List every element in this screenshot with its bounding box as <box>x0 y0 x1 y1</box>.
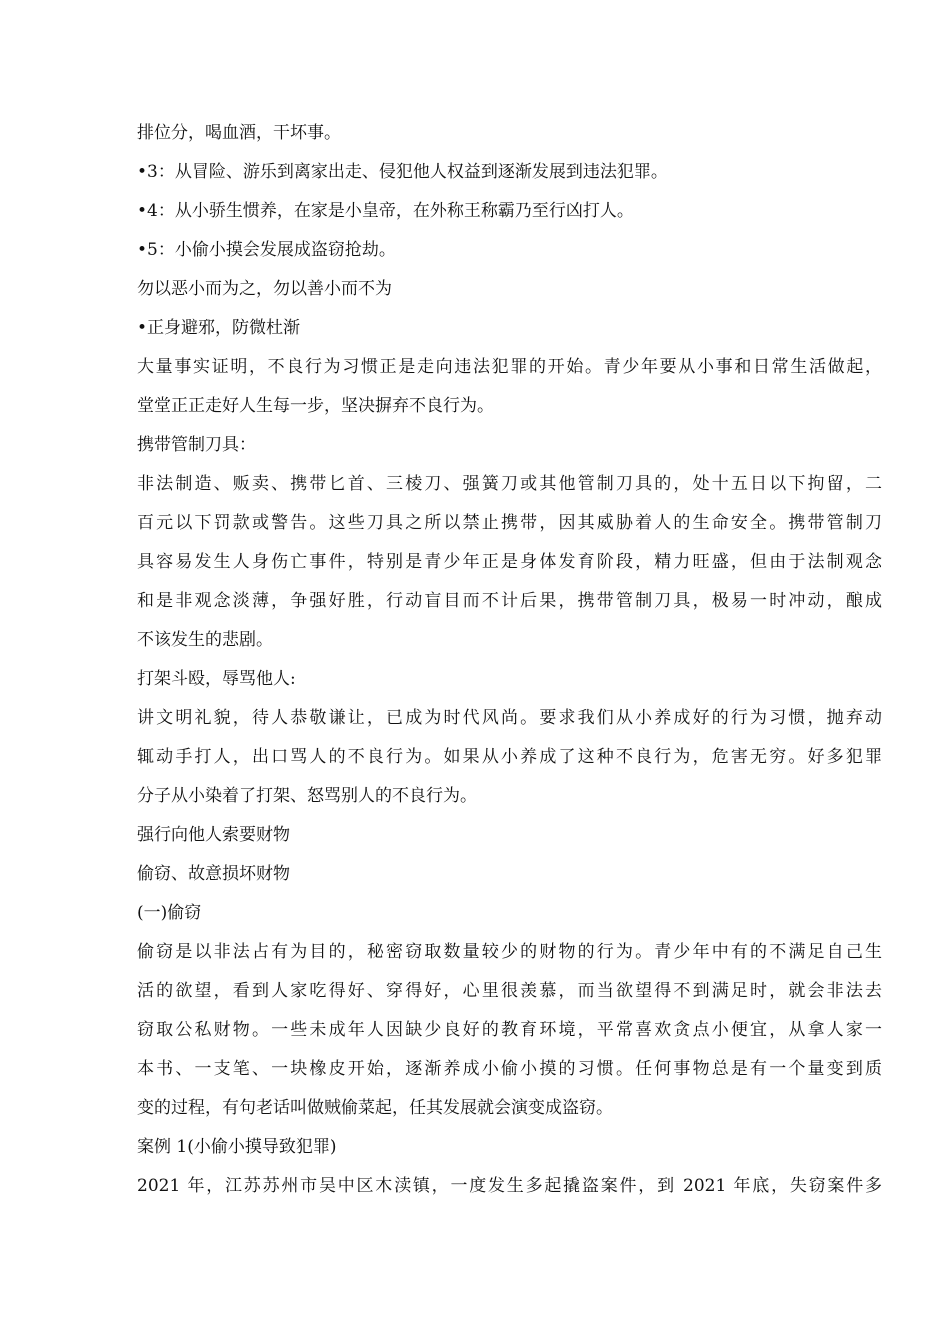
text-line: 排位分，喝血酒，干坏事。 <box>137 123 341 143</box>
text-line: 偷窃是以非法占有为目的，秘密窃取数量较少的财物的行为。青少年中有的不满足自己生 <box>137 942 882 962</box>
text-line: 辄动手打人，出口骂人的不良行为。如果从小养成了这种不良行为，危害无穷。好多犯罪 <box>137 747 882 767</box>
text-line: 案例 1(小偷小摸导致犯罪) <box>137 1137 337 1157</box>
document-body <box>137 114 882 1206</box>
text-line: 携带管制刀具： <box>137 435 256 455</box>
text-line: 百元以下罚款或警告。这些刀具之所以禁止携带，因其威胁着人的生命安全。携带管制刀 <box>137 513 882 533</box>
text-line: •4：从小骄生惯养，在家是小皇帝，在外称王称霸乃至行凶打人。 <box>137 201 634 221</box>
text-line: 具容易发生人身伤亡事件，特别是青少年正是身体发育阶段，精力旺盛，但由于法制观念 <box>137 552 882 572</box>
text-line: (一)偷窃 <box>137 903 202 923</box>
text-line: 堂堂正正走好人生每一步，坚决摒弃不良行为。 <box>137 396 494 416</box>
text-line: 不该发生的悲剧。 <box>137 630 273 650</box>
text-line: 2021 年，江苏苏州市吴中区木渎镇，一度发生多起撬盗案件，到 2021 年底，失窃案件多 <box>137 1176 882 1196</box>
text-line: 窃取公私财物。一些未成年人因缺少良好的教育环境，平常喜欢贪点小便宜，从拿人家一 <box>137 1020 882 1040</box>
text-line: 活的欲望，看到人家吃得好、穿得好，心里很羡慕，而当欲望得不到满足时，就会非法去 <box>137 981 882 1001</box>
text-line: 本书、一支笔、一块橡皮开始，逐渐养成小偷小摸的习惯。任何事物总是有一个量变到质 <box>137 1059 882 1079</box>
text-line: 打架斗殴，辱骂他人: <box>137 669 296 689</box>
text-line: •正身避邪，防微杜渐 <box>137 318 301 338</box>
text-line: 非法制造、贩卖、携带匕首、三棱刀、强簧刀或其他管制刀具的，处十五日以下拘留，二 <box>137 474 882 494</box>
text-line: •3：从冒险、游乐到离家出走、侵犯他人权益到逐渐发展到违法犯罪。 <box>137 162 668 182</box>
text-line: 强行向他人索要财物 <box>137 825 290 845</box>
text-line: •5：小偷小摸会发展成盗窃抢劫。 <box>137 240 396 260</box>
text-line: 讲文明礼貌，待人恭敬谦让，已成为时代风尚。要求我们从小养成好的行为习惯，抛弃动 <box>137 708 882 728</box>
text-line: 变的过程，有句老话叫做贼偷菜起，任其发展就会演变成盗窃。 <box>137 1098 613 1118</box>
text-line: 勿以恶小而为之，勿以善小而不为 <box>137 279 392 299</box>
text-line: 偷窃、故意损坏财物 <box>137 864 290 884</box>
text-line: 大量事实证明，不良行为习惯正是走向违法犯罪的开始。青少年要从小事和日常生活做起， <box>137 357 882 377</box>
text-line: 分子从小染着了打架、怒骂别人的不良行为。 <box>137 786 477 806</box>
text-line: 和是非观念淡薄，争强好胜，行动盲目而不计后果，携带管制刀具，极易一时冲动，酿成 <box>137 591 882 611</box>
